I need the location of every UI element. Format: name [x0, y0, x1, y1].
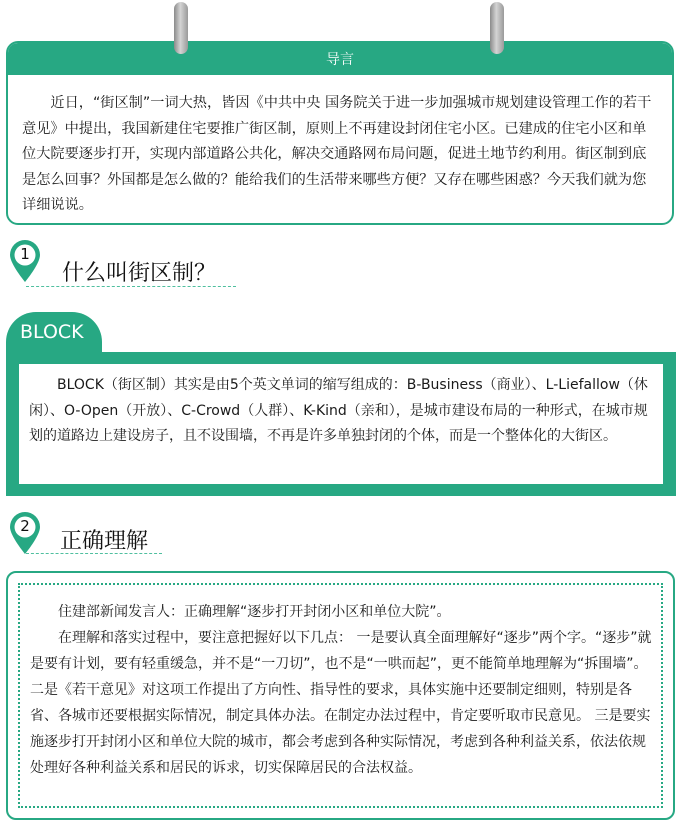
intro-text: 近日，“街区制”一词大热，皆因《中共中央 国务院关于进一步加强城市规划建设管理工作的若干意见》中提出，我国新建住宅要推广街区制，原则上不再建设封闭住宅小区。已建成的住宅小区和单位大院要逐步打开，实现内部道路公共化，解决交通路网布局问题，促进土地节约利用。街区制到底是怎么回事？外国都是怎么做的？能给我们的生活带来哪些方便？又存在哪些困惑？今天我们就为您详细说说。: [22, 95, 652, 213]
section-number-1: 1: [20, 245, 30, 263]
block-definition-text: BLOCK（街区制）其实是由5个英文单词的缩写组成的：B-Business（商业）、L-Liefallow（休闲）、O-Open（开放）、C-Crowd（人群）、K-Kind（亲和），是城市建设布局的一种形式，在城市规划的道路边上建设房子，且不设围墙，不再是许多单独封闭的个体，而是一个整体化的大街区。: [29, 377, 648, 444]
understanding-paragraph-2: 在理解和落实过程中，要注意把握好以下几点： 一是要认真全面理解好“逐步”两个字。“逐步”就是要有计划，要有轻重缓急，并不是“一刀切”，也不是“一哄而起”，更不能简单地理解为“拆围墙”。 二是《若干意见》对这项工作提出了方向性、指导性的要求，具体实施中还要制定细则，特别是各省、各城市还要根据实际情况，制定具体办法。在制定办法过程中，肯定要听取市民意见。 三是要实施逐步打开封闭小区和单位大院的城市，都会考虑到各种实际情况，考虑到各种利益关系，依法依规处理好各种利益关系和居民的诉求，切实保障居民的合法权益。: [30, 630, 652, 776]
intro-heading: 导言: [8, 43, 672, 75]
block-tab-label: BLOCK: [20, 321, 84, 343]
section-1-title: 什么叫街区制？: [62, 261, 217, 286]
section-number-2: 2: [20, 517, 30, 535]
intro-panel: [6, 41, 674, 225]
understanding-paragraph-1: 住建部新闻发言人：正确理解“逐步打开封闭小区和单位大院”。: [58, 604, 451, 620]
block-frame: [6, 352, 676, 496]
understanding-content-box: [18, 583, 663, 808]
section-2-title: 正确理解: [60, 529, 149, 554]
block-tab: [6, 312, 102, 357]
binder-clip-right: [490, 2, 504, 54]
block-content-box: [19, 364, 663, 484]
understanding-panel: [6, 571, 675, 820]
binder-clip-left: [174, 2, 188, 54]
